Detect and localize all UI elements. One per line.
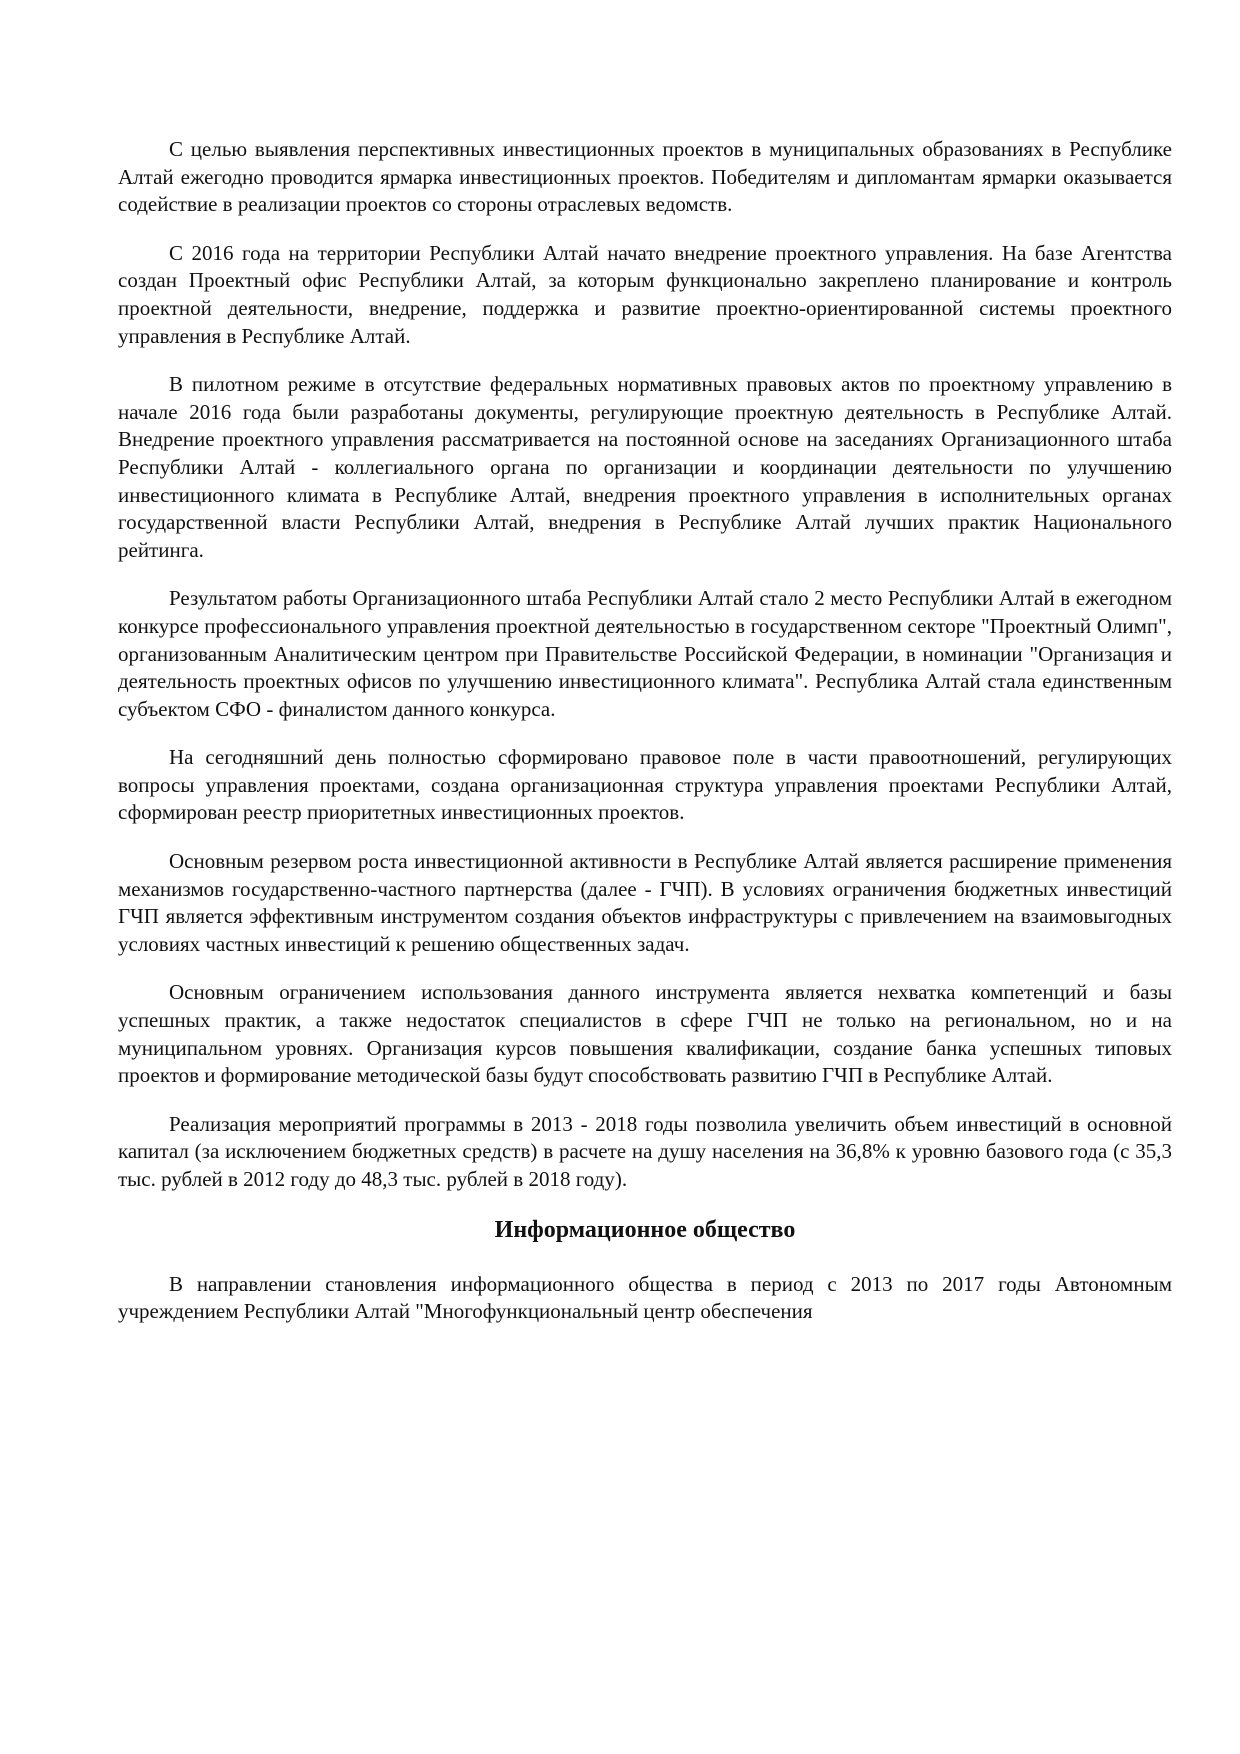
paragraph-project-olympus-result: Результатом работы Организационного штаба Республики Алтай стало 2 место Республики Алтай в ежегодном конкурсе профессионального управления проектной деятельностью в государственном секторе "Проектный Олимп", организованным Аналитическим центром при Правительстве Российской Федерации, в номинации "Организация и деятельность проектных офисов по улучшению инвестиционного климата". Республика Алтай стала единственным субъектом СФО - финалистом данного конкурса. [118, 586, 1172, 721]
paragraph-pilot-regime: В пилотном режиме в отсутствие федеральных нормативных правовых актов по проектному управлению в начале 2016 года были разработаны документы, регулирующие проектную деятельность в Республике Алтай. Внедрение проектного управления рассматривается на постоянной основе на заседаниях Организационного штаба Республики Алтай - коллегиального органа по организации и координации деятельности по улучшению инвестиционного климата в Республике Алтай, внедрения проектного управления в исполнительных органах государственной власти Республики Алтай, внедрения в Республике Алтай лучших практик Национального рейтинга. [118, 372, 1172, 562]
paragraph-ppp-reserve: Основным резервом роста инвестиционной активности в Республике Алтай является расширение применения механизмов государственно-частного партнерства (далее - ГЧП). В условиях ограничения бюджетных инвестиций ГЧП является эффективным инструментом создания объектов инфраструктуры с привлечением на взаимовыгодных условиях частных инвестиций к решению общественных задач. [118, 849, 1172, 956]
paragraph-ppp-limitations: Основным ограничением использования данного инструмента является нехватка компетенций и базы успешных практик, а также недостаток специалистов в сфере ГЧП не только на региональном, но и на муниципальном уровнях. Организация курсов повышения квалификации, создание банка успешных типовых проектов и формирование методической базы будут способствовать развитию ГЧП в Республике Алтай. [118, 980, 1172, 1088]
document-page [118, 136, 1172, 1347]
paragraph-investment-fair: С целью выявления перспективных инвестиционных проектов в муниципальных образованиях в Республике Алтай ежегодно проводится ярмарка инвестиционных проектов. Победителям и дипломантам ярмарки оказывается содействие в реализации проектов со стороны отраслевых ведомств. [118, 137, 1172, 217]
paragraph-project-management-intro: С 2016 года на территории Республики Алтай начато внедрение проектного управления. На базе Агентства создан Проектный офис Республики Алтай, за которым функционально закреплено планирование и контроль проектной деятельности, внедрение, поддержка и развитие проектно-ориентированной системы проектного управления в Республике Алтай. [118, 240, 1172, 348]
section-heading-information-society: Информационное общество [494, 1216, 796, 1243]
paragraph-legal-framework: На сегодняшний день полностью сформировано правовое поле в части правоотношений, регулирующих вопросы управления проектами, создана организационная структура управления проектами Республики Алтай, сформирован реестр приоритетных инвестиционных проектов. [118, 745, 1172, 825]
paragraph-information-society: В направлении становления информационного общества в период с 2013 по 2017 годы Автономным учреждением Республики Алтай "Многофункциональный центр обеспечения [118, 1271, 1172, 1324]
paragraph-program-results: Реализация мероприятий программы в 2013 - 2018 годы позволила увеличить объем инвестиций в основной капитал (за исключением бюджетных средств) в расчете на душу населения на 36,8% к уровню базового года (с 35,3 тыс. рублей в 2012 году до 48,3 тыс. рублей в 2018 году). [118, 1111, 1172, 1191]
